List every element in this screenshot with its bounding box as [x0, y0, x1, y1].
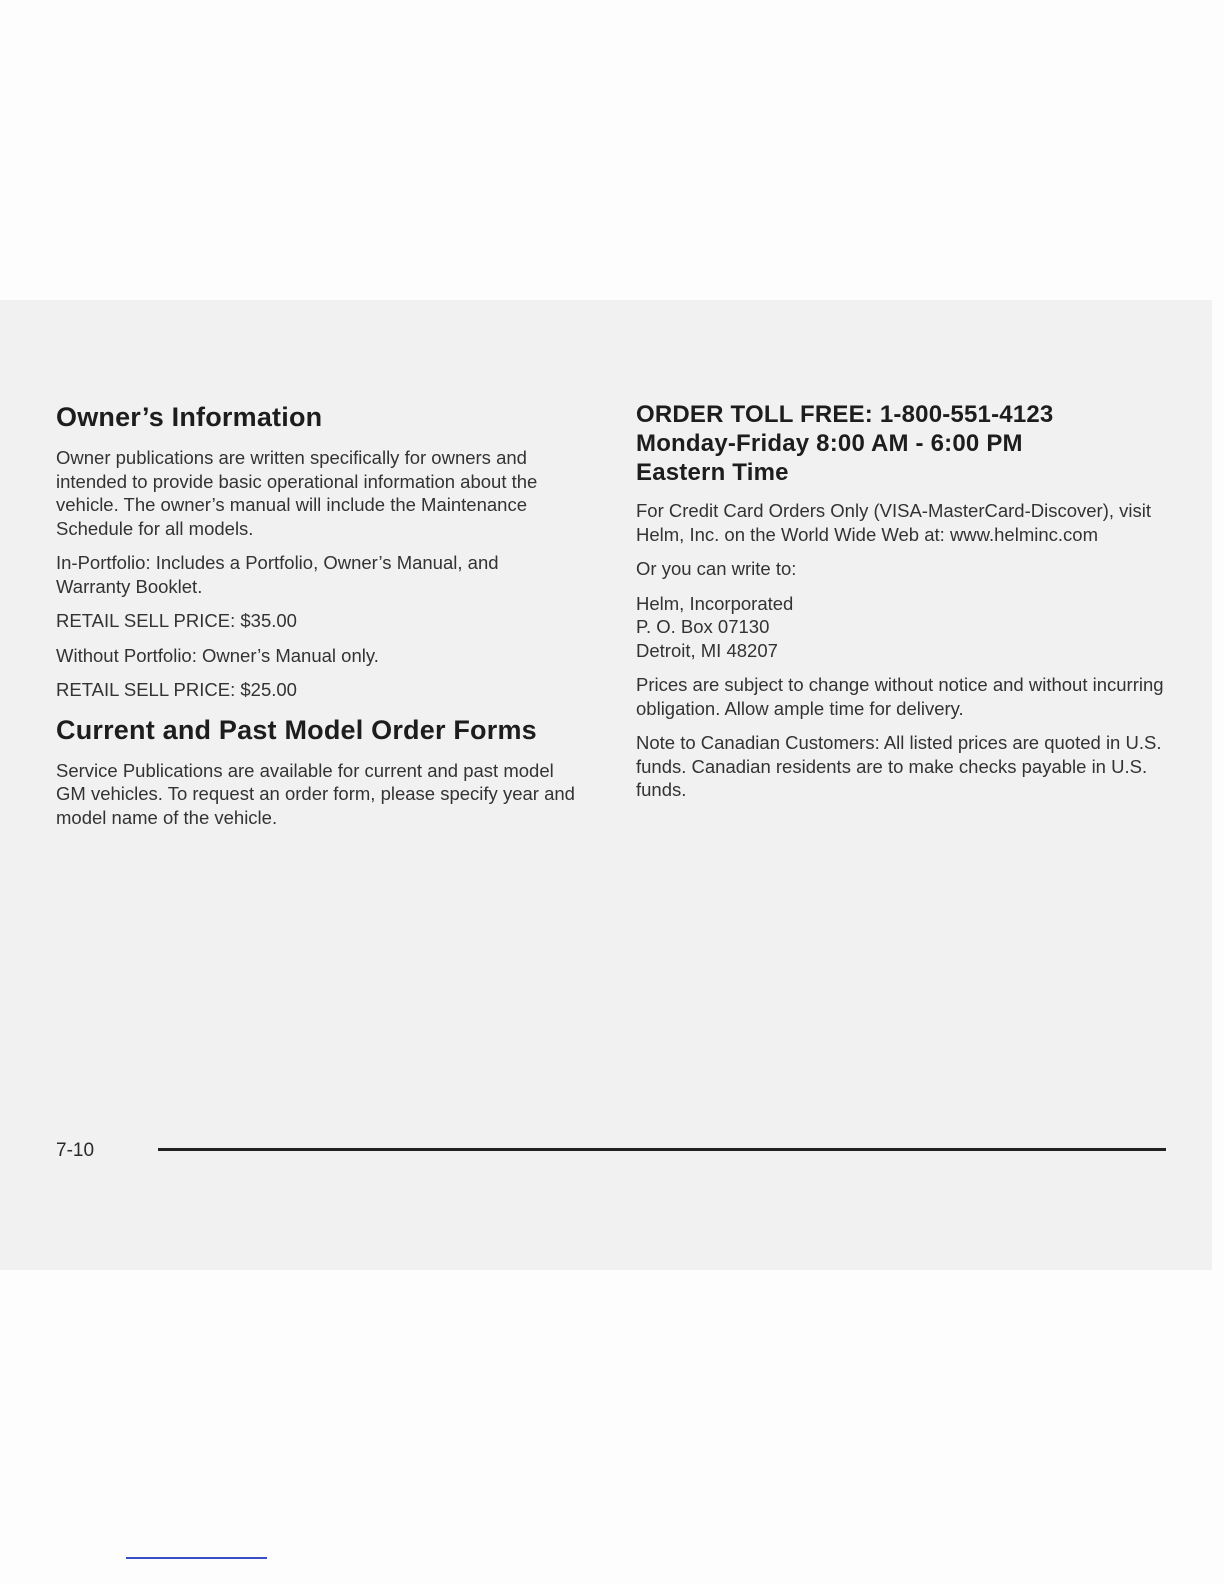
in-portfolio-text: In-Portfolio: Includes a Portfolio, Owner’s Manual, and Warranty Booklet. [56, 552, 499, 597]
canadian-note: Note to Canadian Customers: All listed prices are quoted in U.S. funds. Canadian residents are to make checks payable in U.S. funds. [636, 732, 1162, 800]
order-heading [636, 400, 1176, 487]
order-forms-heading: Current and Past Model Order Forms [56, 714, 537, 745]
address-line-3: Detroit, MI 48207 [636, 639, 778, 661]
timezone-line: Eastern Time [636, 459, 789, 486]
address-line-2: P. O. Box 07130 [636, 616, 770, 637]
page-number: 7-10 [56, 1140, 95, 1161]
credit-card-text: For Credit Card Orders Only (VISA-MasterCard-Discover), visit Helm, Inc. on the World Wide Web at: www.helminc.com [636, 500, 1152, 545]
mailing-address [636, 592, 1176, 663]
left-column [56, 400, 576, 840]
write-to-text: Or you can write to: [636, 558, 797, 579]
retail-price-no-portfolio: RETAIL SELL PRICE: $25.00 [56, 679, 297, 700]
right-column [636, 400, 1176, 813]
owners-information-heading: Owner’s Information [56, 402, 323, 432]
hours-line: Monday-Friday 8:00 AM - 6:00 PM [636, 430, 1023, 457]
prices-notice: Prices are subject to change without notice and without incurring obligation. Allow ample time for delivery. [636, 674, 1164, 719]
retail-price-portfolio: RETAIL SELL PRICE: $35.00 [56, 610, 297, 631]
without-portfolio-text: Without Portfolio: Owner’s Manual only. [56, 644, 379, 666]
address-line-1: Helm, Incorporated [636, 592, 794, 614]
toll-free-line: ORDER TOLL FREE: 1-800-551-4123 [636, 401, 1054, 428]
link-underline [126, 1557, 267, 1559]
order-forms-paragraph: Service Publications are available for current and past model GM vehicles. To request an order form, please specify year and model name of the vehicle. [56, 759, 575, 828]
footer-rule [158, 1148, 1166, 1151]
owners-paragraph: Owner publications are written specifically for owners and intended to provide basic operational information about the vehicle. The owner’s manual will include the Maintenance Schedule for all models. [56, 447, 538, 539]
